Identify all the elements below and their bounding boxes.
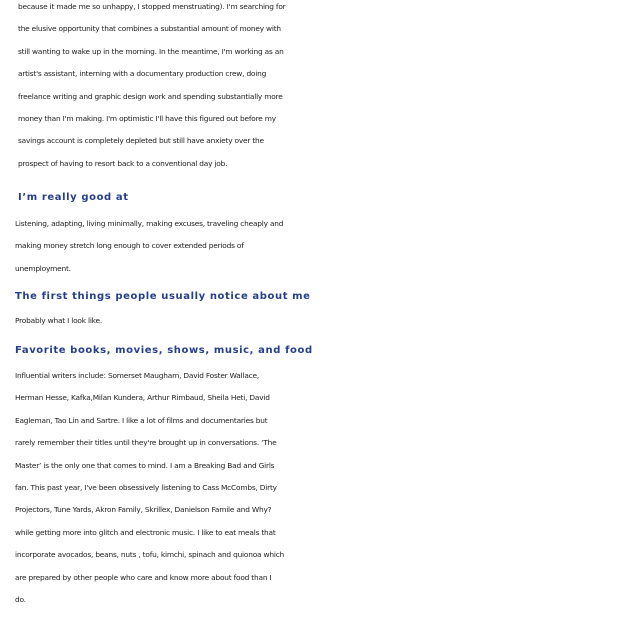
text-line: Master’ is the only one that comes to mind. I am a Breaking Bad and Girls: [15, 460, 275, 470]
section-heading-first-notice: The first things people usually notice about me: [15, 291, 311, 302]
favorites-paragraph: [15, 365, 640, 611]
good-at-paragraph: [15, 213, 640, 280]
text-line: prospect of having to resort back to a conventional day job.: [18, 158, 228, 168]
text-line: do.: [15, 595, 26, 605]
text-line: Eagleman, Tao Lin and Sartre. I like a lot of films and documentaries but: [15, 415, 268, 425]
text-line: still wanting to wake up in the morning. In the meantime, I'm working as an: [18, 46, 284, 56]
first-notice-paragraph: [15, 310, 640, 332]
text-line: fan. This past year, I've been obsessively listening to Cass McCombs, Dirty: [15, 483, 277, 493]
text-line: artist's assistant, interning with a documentary production crew, doing: [18, 69, 267, 79]
text-line: because it made me so unhappy, I stopped menstruating). I'm searching for: [18, 2, 286, 11]
text-line: money than I'm making. I'm optimistic I'll have this figured out before my: [18, 114, 276, 124]
intro-paragraph: [18, 0, 640, 175]
text-line: incorporate avocados, beans, nuts , tofu, kimchi, spinach and quionoa which: [15, 550, 285, 560]
text-line: rarely remember their titles until they're brought up in conversations. ‘The: [15, 438, 277, 448]
text-line: Influential writers include: Somerset Maugham, David Foster Wallace,: [15, 371, 260, 380]
text-line: Listening, adapting, living minimally, making excuses, traveling cheaply and: [15, 219, 284, 228]
text-line: making money stretch long enough to cover extended periods of: [15, 241, 244, 251]
text-line: Projectors, Tune Yards, Akron Family, Skrillex, Danielson Famile and Why?: [15, 505, 272, 515]
text-line: are prepared by other people who care and know more about food than I: [15, 572, 272, 582]
text-line: freelance writing and graphic design work and spending substantially more: [18, 91, 283, 101]
text-line: savings account is completely depleted but still have anxiety over the: [18, 136, 264, 146]
section-heading-favorites: Favorite books, movies, shows, music, and food: [15, 345, 313, 356]
section-heading-good-at: I’m really good at: [18, 192, 129, 203]
text-line: while getting more into glitch and electronic music. I like to eat meals that: [15, 527, 276, 537]
text-line: unemployment.: [15, 263, 71, 273]
text-line: the elusive opportunity that combines a substantial amount of money with: [18, 24, 281, 34]
text-line: Herman Hesse, Kafka,Milan Kundera, Arthur Rimbaud, Sheila Heti, David: [15, 393, 270, 403]
text-line: Probably what I look like.: [15, 316, 102, 325]
